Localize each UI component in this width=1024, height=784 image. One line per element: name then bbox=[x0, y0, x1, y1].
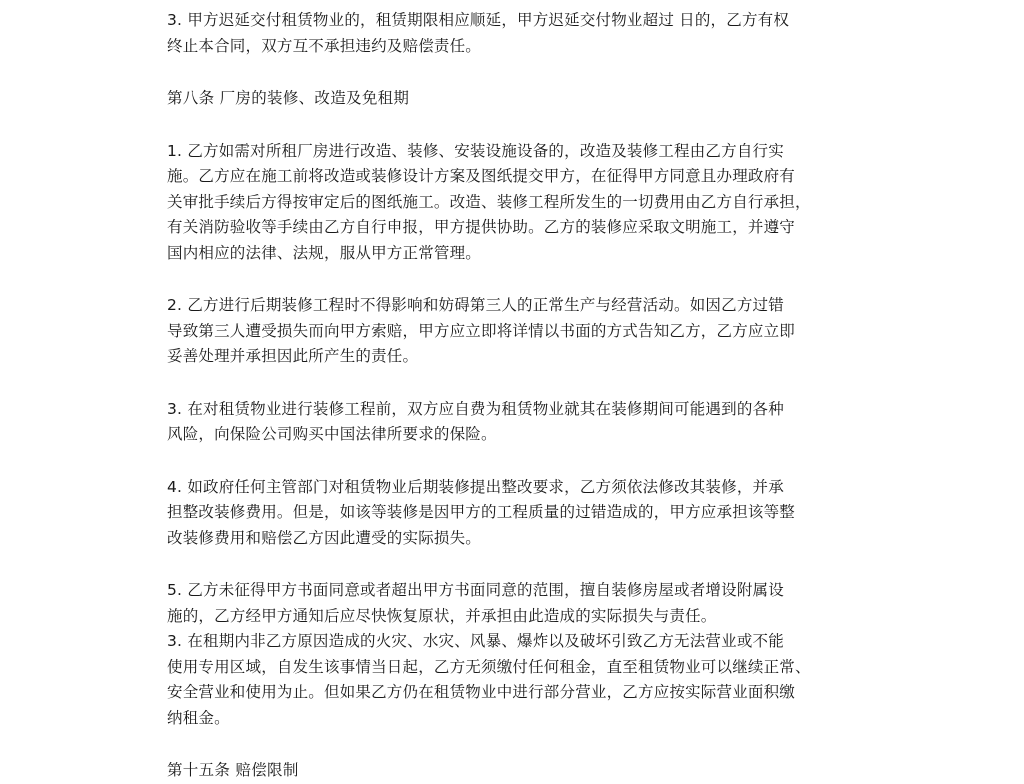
paragraph-item-5 bbox=[167, 578, 859, 629]
paragraph-item-1 bbox=[167, 139, 859, 267]
text-line: 纳租金。 bbox=[167, 708, 230, 727]
text-line: 终止本合同，双方互不承担违约及赔偿责任。 bbox=[167, 36, 482, 55]
document-body bbox=[167, 8, 859, 784]
paragraph-item-2 bbox=[167, 293, 859, 370]
heading-text: 第十五条 赔偿限制 bbox=[167, 761, 299, 779]
text-line: 风险，向保险公司购买中国法律所要求的保险。 bbox=[167, 425, 497, 443]
text-line: 有关消防验收等手续由乙方自行申报，甲方提供协助。乙方的装修应采取文明施工，并遵守 bbox=[167, 218, 796, 236]
text-line: 关审批手续后方得按审定后的图纸施工。改造、装修工程所发生的一切费用由乙方自行承担， bbox=[167, 192, 811, 211]
text-line: 导致第三人遭受损失而向甲方索赔，甲方应立即将详情以书面的方式告知乙方，乙方应立即 bbox=[167, 321, 796, 340]
text-line: 3. 在对租赁物业进行装修工程前，双方应自费为租赁物业就其在装修期间可能遇到的各种 bbox=[167, 399, 784, 418]
text-line: 国内相应的法律、法规，服从甲方正常管理。 bbox=[167, 243, 482, 262]
text-line: 3. 甲方迟延交付租赁物业的，租赁期限相应顺延，甲方迟延交付物业超过 日的，乙方有权 bbox=[167, 11, 790, 29]
text-line: 安全营业和使用为止。但如果乙方仍在租赁物业中进行部分营业，乙方应按实际营业面积缴 bbox=[167, 683, 796, 701]
text-line: 施的，乙方经甲方通知后应尽快恢复原状，并承担由此造成的实际损失与责任。 bbox=[167, 606, 717, 625]
section-heading-article-8 bbox=[167, 86, 859, 112]
text-line: 妥善处理并承担因此所产生的责任。 bbox=[167, 347, 419, 365]
section-heading-article-15 bbox=[167, 758, 859, 784]
paragraph-delayed-delivery bbox=[167, 8, 859, 59]
text-line: 3. 在租期内非乙方原因造成的火灾、水灾、风暴、爆炸以及破坏引致乙方无法营业或不能 bbox=[167, 632, 784, 650]
text-line: 5. 乙方未征得甲方书面同意或者超出甲方书面同意的范围，擅自装修房屋或者增设附属设 bbox=[167, 581, 784, 599]
text-line: 2. 乙方进行后期装修工程时不得影响和妨碍第三人的正常生产与经营活动。如因乙方过错 bbox=[167, 296, 784, 314]
paragraph-item-3 bbox=[167, 397, 859, 448]
text-line: 使用专用区域，自发生该事情当日起，乙方无须缴付任何租金，直至租赁物业可以继续正常、 bbox=[167, 657, 811, 676]
heading-text: 第八条 厂房的装修、改造及免租期 bbox=[167, 89, 410, 107]
text-line: 改装修费用和赔偿乙方因此遭受的实际损失。 bbox=[167, 528, 482, 547]
text-line: 1. 乙方如需对所租厂房进行改造、装修、安装设施设备的，改造及装修工程由乙方自行实 bbox=[167, 141, 784, 160]
paragraph-force-majeure bbox=[167, 629, 859, 731]
paragraph-item-4 bbox=[167, 475, 859, 552]
text-line: 施。乙方应在施工前将改造或装修设计方案及图纸提交甲方，在征得甲方同意且办理政府有 bbox=[167, 167, 796, 185]
text-line: 4. 如政府任何主管部门对租赁物业后期装修提出整改要求，乙方须依法修改其装修，并承 bbox=[167, 477, 784, 496]
text-line: 担整改装修费用。但是，如该等装修是因甲方的工程质量的过错造成的，甲方应承担该等整 bbox=[167, 503, 796, 521]
